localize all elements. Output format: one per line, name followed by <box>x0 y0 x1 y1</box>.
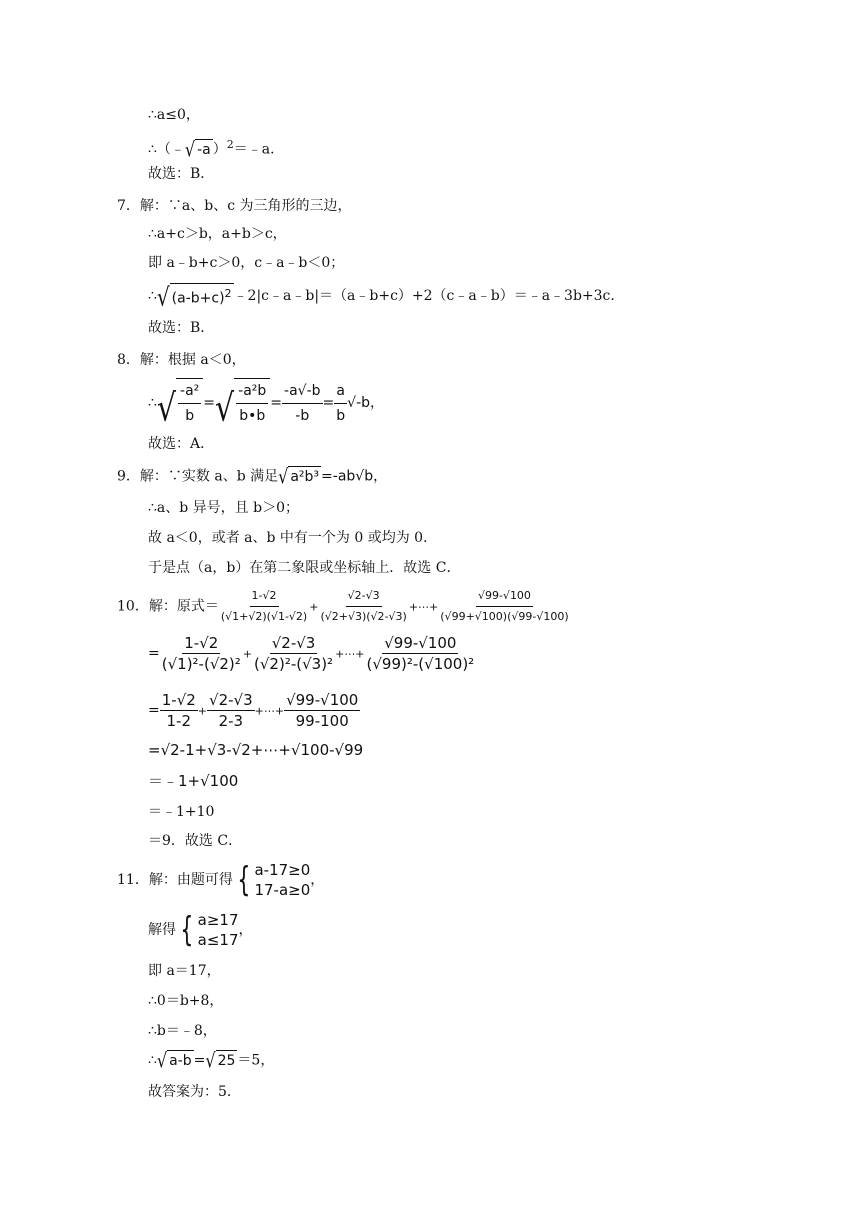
sqrt-expression: √ a²b³ <box>278 464 320 489</box>
fraction: $\frac{a}{b}$ <box>334 379 347 428</box>
sqrt-expression: √ $(a-b+c)^2$ <box>156 281 232 312</box>
fraction: $\frac{√2-√3}{\text{(√2)²-(√3)²}}$ <box>254 634 334 673</box>
q10-step-2: = $\frac{1-√2}{\text{(√1)²-(√2)²}}$ + $\frac{√2-√3}{\text{(√2)²-(√3)²}}$ +⋯+ $\frac{√99-√100}{\text{(√99)²-(√100)²}}$ <box>148 634 475 673</box>
q11-step-2: 即 a＝17， <box>148 963 221 979</box>
q7-step-3: ∴ √ $(a-b+c)^2$ ﹣2|c﹣a﹣b|＝（a﹣b+c）+2（c﹣a﹣b）＝﹣a﹣3b+3c． <box>148 281 625 312</box>
line-neg-sqrt-squared: ∴（﹣ √ -a ）$^2$＝﹣a． <box>148 137 285 162</box>
fraction: $\frac{√99-√100}{(√99+√100)(√99-√100)}$ <box>438 586 570 627</box>
fraction: $\frac{-a√-b}{-b}$ <box>282 379 323 428</box>
answer-line: 故答案为：5． <box>148 1084 241 1100</box>
answer-line: 故选：B． <box>148 166 215 182</box>
fraction: $\frac{1-√2}{\text{(√1)²-(√2)²}}$ <box>161 634 241 673</box>
sqrt-expression: √ 25 <box>205 1048 236 1073</box>
question-10-heading: 10．解：原式＝ $\frac{1-√2}{(√1+√2)(√1-√2)}$ + $\frac{√2-√3}{(√2+√3)(√2-√3)}$ +⋯+ $\frac{√99-√100}{(√99+√100)(√99-√100)}$ <box>117 586 571 627</box>
answer-line: 故选：B． <box>148 320 215 336</box>
q11-step-5: ∴ √ a-b = √ 25 ＝5， <box>148 1048 275 1073</box>
q11-step-3: ∴0＝b+8， <box>148 993 224 1009</box>
fraction: $\frac{√2-√3}{(√2+√3)(√2-√3)}$ <box>318 586 408 627</box>
q7-step-1: ∴a+c＞b，a+b＞c， <box>148 226 287 242</box>
question-7-heading: 7．解：∵a、b、c 为三角形的三边， <box>117 198 352 214</box>
q10-step-6: ＝﹣1+10 <box>148 804 215 820</box>
fraction: $\frac{√99-√100}{99-100}$ <box>286 691 359 730</box>
sqrt-expression: √ $\frac{\text{-a²}}{b}$ <box>157 378 203 428</box>
q10-step-4: =√2-1+√3-√2+⋯+√100-√99 <box>148 741 364 759</box>
fraction: $\frac{1-√2}{1-2}$ <box>161 691 196 730</box>
sqrt-expression: √ a-b <box>156 1048 192 1073</box>
fraction: $\frac{√2-√3}{2-3}$ <box>209 691 253 730</box>
sqrt-expression: √ -a <box>184 137 211 162</box>
q10-step-7: ＝9．故选 C． <box>148 833 243 849</box>
equation-system: { a-17≥0 17-a≥0 <box>237 860 311 900</box>
q10-step-3: = $\frac{1-√2}{1-2}$ + $\frac{√2-√3}{2-3}$ +⋯+ $\frac{√99-√100}{99-100}$ <box>148 691 359 730</box>
q9-step-3: 于是点（a，b）在第二象限或坐标轴上．故选 C． <box>148 560 461 576</box>
q7-step-2: 即 a﹣b+c＞0，c﹣a﹣b＜0； <box>148 255 345 271</box>
q9-step-1: ∴a、b 异号，且 b＞0； <box>148 500 299 516</box>
answer-line: 故选：A． <box>148 436 215 452</box>
question-11-heading: 11．解：由题可得 { a-17≥0 17-a≥0 ， <box>117 860 325 900</box>
q11-step-1: 解得 { a≥17 a≤17 ， <box>148 910 253 950</box>
q11-step-4: ∴b＝﹣8， <box>148 1023 217 1039</box>
equation-system: { a≥17 a≤17 <box>180 910 239 950</box>
fraction: $\frac{√99-√100}{\text{(√99)²-(√100)²}}$ <box>366 634 475 673</box>
q9-step-2: 故 a＜0，或者 a、b 中有一个为 0 或均为 0． <box>148 530 438 546</box>
q8-step-1: ∴ √ $\frac{\text{-a²}}{b}$ = √ $\frac{\text{-a²b}}{b•b}$ = $\frac{-a√-b}{-b}$ = $\frac{a}{b}$ √-b， <box>148 378 384 428</box>
sqrt-expression: √ $\frac{\text{-a²b}}{b•b}$ <box>215 378 270 428</box>
q10-step-5: ＝﹣1+√100 <box>148 772 239 790</box>
question-8-heading: 8．解：根据 a＜0， <box>117 352 246 368</box>
question-9-heading: 9．解：∵实数 a、b 满足 √ a²b³ =-ab√b， <box>117 464 388 489</box>
line-a-le-0: ∴a≤0， <box>148 107 200 123</box>
fraction: $\frac{1-√2}{(√1+√2)(√1-√2)}$ <box>219 586 309 627</box>
